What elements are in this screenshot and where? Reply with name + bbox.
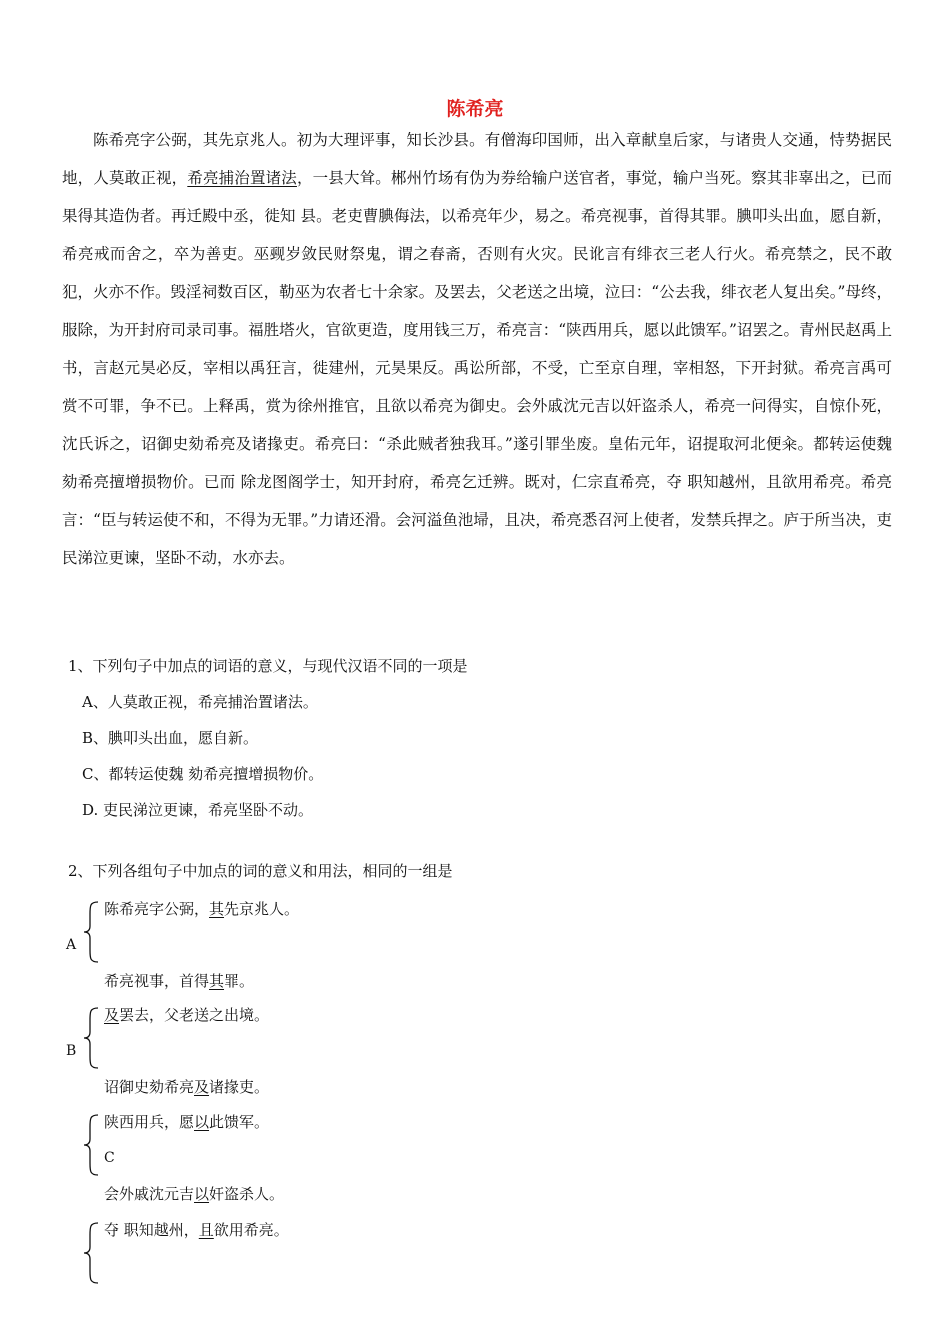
question-1-option-b: B、腆叩头出血，愿自新。 [82, 729, 259, 747]
group-c-label: C [104, 1150, 115, 1166]
question-1-option-a: A、人莫敢正视，希亮捕治置诸法。 [82, 693, 318, 711]
group-c-line-1: 陕西用兵，愿以此馈军。 [104, 1113, 270, 1131]
passage-paragraph [62, 121, 892, 577]
left-brace-icon [82, 900, 102, 964]
group-b-underlined-word-1: 及 [104, 1006, 120, 1024]
group-a-line-2: 希亮视事，首得其罪。 [104, 972, 255, 990]
group-d-underlined-word-1: 且 [198, 1221, 214, 1239]
left-brace-icon [82, 1113, 102, 1177]
group-a-line-1: 陈希亮字公弼，其先京兆人。 [104, 900, 300, 918]
group-b-line-2: 诏御史劾希亮及诸掾吏。 [104, 1078, 270, 1096]
passage-underlined-phrase: 希亮捕治置诸法 [187, 169, 297, 187]
passage-text-1: 陈希亮字公弼，其先京兆人。初为大理评事，知长沙县。有僧海印国师，出入章献皇后家，与诸贵人交通，恃势据民地，人莫敢正视， [62, 131, 892, 187]
question-1-option-d: D. 吏民涕泣更谏，希亮坚卧不动。 [82, 801, 314, 819]
left-brace-icon [82, 1221, 102, 1285]
group-b-label: B [66, 1043, 77, 1059]
group-b-line-1: 及罢去，父老送之出境。 [104, 1006, 270, 1024]
document-title: 陈希亮 [446, 98, 504, 120]
group-d-line-1: 夺 职知越州，且欲用希亮。 [104, 1221, 289, 1239]
group-a-underlined-word-1: 其 [209, 900, 225, 918]
group-c-line-2: 会外戚沈元吉以奸盗杀人。 [104, 1185, 285, 1203]
question-2-stem: 2、下列各组句子中加点的词的意义和用法，相同的一组是 [68, 862, 453, 880]
group-b-underlined-word-2: 及 [194, 1078, 210, 1096]
question-1-stem: 1、下列句子中加点的词语的意义，与现代汉语不同的一项是 [68, 657, 468, 675]
group-c-underlined-word-2: 以 [194, 1185, 210, 1203]
group-c-underlined-word-1: 以 [194, 1113, 210, 1131]
passage-text-2: ，一县大耸。郴州竹场有伪为券给输户送官者，事觉，输户当死。察其非辜出之，已而果得其造伪者。再迁殿中丞，徙知 县。老吏曹腆侮法，以希亮年少，易之。希亮视事，首得其罪。腆叩头出血，愿自新，希亮戒而舍之，卒为善吏。巫觋岁敛民财祭鬼，谓之春斋，否则有火灾。民讹言有绯衣三老人行火。希亮禁之，民不敢犯，火亦不作。毁淫祠数百区，勒巫为农者七十余家。及罢去，父老送之出境，泣曰：“公去我，绯衣老人复出矣。”母终，服除，为开封府司录司事。福胜塔火，官欲更造，度用钱三万，希亮言：“陕西用兵，愿以此馈军。”诏罢之。青州民赵禹上书，言赵元昊必反，宰相以禹狂言，徙建州，元昊果反。禹讼所部，不受，亡至京自理，宰相怒，下开封狱。希亮言禹可赏不可罪，争不已。上释禹，赏为徐州推官，且欲以希亮为御史。会外戚沈元吉以奸盗杀人，希亮一问得实，自惊仆死，沈氏诉之，诏御史劾希亮及诸掾吏。希亮曰：“杀此贼者独我耳。”遂引罪坐废。皇佑元年，诏提取河北便籴。都转运使魏 劾希亮擅增损物价。已而 除龙图阁学士，知开封府，希亮乞迁辨。既对，仁宗直希亮，夺 职知越州，且欲用希亮。希亮言：“臣与转运使不和，不得为无罪。”力请还滑。会河溢鱼池埽，且决，希亮悉召河上使者，发禁兵捍之。庐于所当决，吏民涕泣更谏，坚卧不动，水亦去。 [62, 169, 892, 567]
passage [62, 121, 892, 577]
question-1-option-c: C、都转运使魏 劾希亮擅增损物价。 [82, 765, 324, 783]
left-brace-icon [82, 1006, 102, 1070]
group-a-label: A [66, 937, 77, 953]
group-a-underlined-word-2: 其 [209, 972, 225, 990]
